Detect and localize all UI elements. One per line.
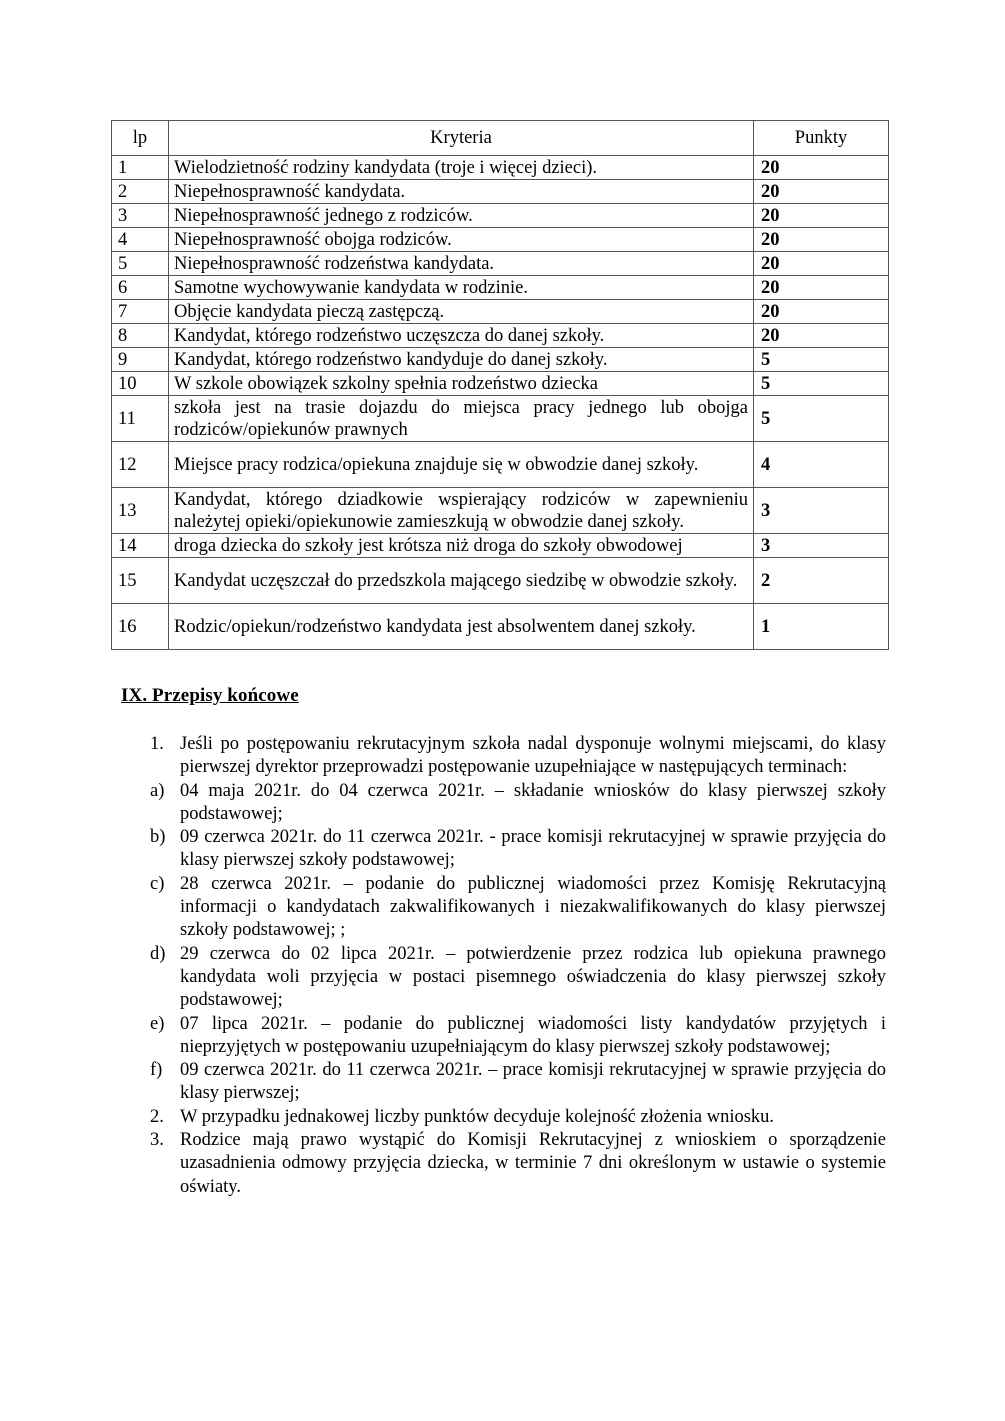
list-text: W przypadku jednakowej liczby punktów decyduje kolejność złożenia wniosku. bbox=[180, 1106, 775, 1127]
table-row bbox=[112, 180, 889, 204]
row-points: 5 bbox=[754, 372, 889, 396]
row-points: 20 bbox=[754, 276, 889, 300]
row-points: 20 bbox=[754, 252, 889, 276]
row-points: 5 bbox=[754, 396, 889, 442]
list-item bbox=[150, 1059, 886, 1106]
row-points: 20 bbox=[754, 156, 889, 180]
row-criteria: Objęcie kandydata pieczą zastępczą. bbox=[169, 300, 754, 324]
row-points: 20 bbox=[754, 228, 889, 252]
header-lp: lp bbox=[112, 121, 169, 156]
list-item bbox=[150, 873, 886, 943]
row-criteria: Kandydat, którego dziadkowie wspierający rodziców w zapewnieniu należytej opieki/opiekunowie zamieszkują w obwodzie danej szkoły. bbox=[169, 488, 754, 534]
row-lp: 9 bbox=[112, 348, 169, 372]
row-points: 1 bbox=[754, 604, 889, 650]
list-item bbox=[150, 1129, 886, 1199]
table-row bbox=[112, 348, 889, 372]
header-criteria: Kryteria bbox=[169, 121, 754, 156]
row-criteria: Kandydat, którego rodzeństwo uczęszcza do danej szkoły. bbox=[169, 324, 754, 348]
list-marker: e) bbox=[150, 1013, 165, 1034]
list-text: 09 czerwca 2021r. do 11 czerwca 2021r. – prace komisji rekrutacyjnej w sprawie przyjęcia do klasy pierwszej; bbox=[180, 1060, 886, 1104]
list-text: 29 czerwca do 02 lipca 2021r. – potwierdzenie przez rodzica lub opiekuna prawnego kandydata woli przyjęcia w postaci pisemnego oświadczenia do klasy pierwszej szkoły podstawowej; bbox=[180, 943, 886, 1011]
list-text: Rodzice mają prawo wystąpić do Komisji Rekrutacyjnej z wnioskiem o sporządzenie uzasadnienia odmowy przyjęcia dziecka, w terminie 7 dni określonym w ustawie o systemie oświaty. bbox=[180, 1130, 886, 1197]
list-text: Jeśli po postępowaniu rekrutacyjnym szkoła nadal dysponuje wolnymi miejscami, do klasy pierwszej dyrektor przeprowadzi postępowanie uzupełniające w następujących terminach: bbox=[180, 734, 886, 778]
row-points: 20 bbox=[754, 180, 889, 204]
row-lp: 15 bbox=[112, 558, 169, 604]
row-criteria: Wielodzietność rodziny kandydata (troje i więcej dzieci). bbox=[169, 156, 754, 180]
table-row bbox=[112, 300, 889, 324]
table-row bbox=[112, 252, 889, 276]
section-heading: IX. Przepisy końcowe bbox=[121, 685, 299, 706]
row-points: 3 bbox=[754, 534, 889, 558]
row-criteria: Niepełnosprawność kandydata. bbox=[169, 180, 754, 204]
row-points: 20 bbox=[754, 204, 889, 228]
table-row bbox=[112, 442, 889, 488]
row-criteria: Niepełnosprawność obojga rodziców. bbox=[169, 228, 754, 252]
list-text: 09 czerwca 2021r. do 11 czerwca 2021r. - prace komisji rekrutacyjnej w sprawie przyjęcia do klasy pierwszej szkoły podstawowej; bbox=[180, 827, 886, 871]
table-row bbox=[112, 488, 889, 534]
table-row bbox=[112, 156, 889, 180]
row-lp: 4 bbox=[112, 228, 169, 252]
list-marker: d) bbox=[150, 943, 166, 964]
row-lp: 6 bbox=[112, 276, 169, 300]
row-lp: 5 bbox=[112, 252, 169, 276]
row-criteria: Niepełnosprawność jednego z rodziców. bbox=[169, 204, 754, 228]
list-marker: 3. bbox=[150, 1130, 164, 1151]
row-lp: 1 bbox=[112, 156, 169, 180]
list-marker: b) bbox=[150, 827, 166, 848]
list-item bbox=[150, 733, 886, 780]
row-criteria: Samotne wychowywanie kandydata w rodzinie. bbox=[169, 276, 754, 300]
list-item bbox=[150, 1013, 886, 1060]
row-criteria: szkoła jest na trasie dojazdu do miejsca pracy jednego lub obojga rodziców/opiekunów prawnych bbox=[169, 396, 754, 442]
table-header-row bbox=[112, 121, 889, 156]
list-marker: 1. bbox=[150, 734, 164, 754]
row-criteria: W szkole obowiązek szkolny spełnia rodzeństwo dziecka bbox=[169, 372, 754, 396]
table-row bbox=[112, 604, 889, 650]
list-item bbox=[150, 780, 886, 827]
list-marker: f) bbox=[150, 1060, 163, 1081]
row-criteria: Niepełnosprawność rodzeństwa kandydata. bbox=[169, 252, 754, 276]
table-row bbox=[112, 558, 889, 604]
row-points: 3 bbox=[754, 488, 889, 534]
row-criteria: droga dziecka do szkoły jest krótsza niż droga do szkoły obwodowej bbox=[169, 534, 754, 558]
row-lp: 12 bbox=[112, 442, 169, 488]
row-points: 5 bbox=[754, 348, 889, 372]
table-row bbox=[112, 372, 889, 396]
row-lp: 10 bbox=[112, 372, 169, 396]
row-lp: 11 bbox=[112, 396, 169, 442]
list-marker: c) bbox=[150, 873, 165, 894]
table-row bbox=[112, 276, 889, 300]
row-criteria: Miejsce pracy rodzica/opiekuna znajduje się w obwodzie danej szkoły. bbox=[169, 442, 754, 488]
row-lp: 8 bbox=[112, 324, 169, 348]
row-points: 20 bbox=[754, 324, 889, 348]
table-row bbox=[112, 534, 889, 558]
table-row bbox=[112, 324, 889, 348]
table-row bbox=[112, 228, 889, 252]
table-row bbox=[112, 396, 889, 442]
row-lp: 7 bbox=[112, 300, 169, 324]
row-lp: 13 bbox=[112, 488, 169, 534]
final-provisions-list bbox=[150, 733, 886, 1199]
list-text: 07 lipca 2021r. – podanie do publicznej wiadomości listy kandydatów przyjętych i nieprzyjętych w postępowaniu uzupełniającym do klasy pierwszej szkoły podstawowej; bbox=[180, 1013, 886, 1057]
table-row bbox=[112, 204, 889, 228]
row-lp: 3 bbox=[112, 204, 169, 228]
row-criteria: Rodzic/opiekun/rodzeństwo kandydata jest absolwentem danej szkoły. bbox=[169, 604, 754, 650]
list-item bbox=[150, 943, 886, 1013]
row-points: 4 bbox=[754, 442, 889, 488]
list-item bbox=[150, 1106, 886, 1129]
header-points: Punkty bbox=[754, 121, 889, 156]
list-item bbox=[150, 826, 886, 873]
row-lp: 16 bbox=[112, 604, 169, 650]
list-text: 28 czerwca 2021r. – podanie do publicznej wiadomości przez Komisję Rekrutacyjną informacji o kandydatach zakwalifikowanych i niezakwalifikowanych do klasy pierwszej szkoły podstawowej; ; bbox=[180, 873, 886, 941]
list-marker: a) bbox=[150, 780, 165, 801]
row-lp: 14 bbox=[112, 534, 169, 558]
list-text: 04 maja 2021r. do 04 czerwca 2021r. – składanie wniosków do klasy pierwszej szkoły podstawowej; bbox=[180, 780, 886, 824]
row-points: 2 bbox=[754, 558, 889, 604]
row-lp: 2 bbox=[112, 180, 169, 204]
list-marker: 2. bbox=[150, 1106, 164, 1127]
row-points: 20 bbox=[754, 300, 889, 324]
criteria-table bbox=[111, 120, 889, 650]
row-criteria: Kandydat uczęszczał do przedszkola mającego siedzibę w obwodzie szkoły. bbox=[169, 558, 754, 604]
row-criteria: Kandydat, którego rodzeństwo kandyduje do danej szkoły. bbox=[169, 348, 754, 372]
